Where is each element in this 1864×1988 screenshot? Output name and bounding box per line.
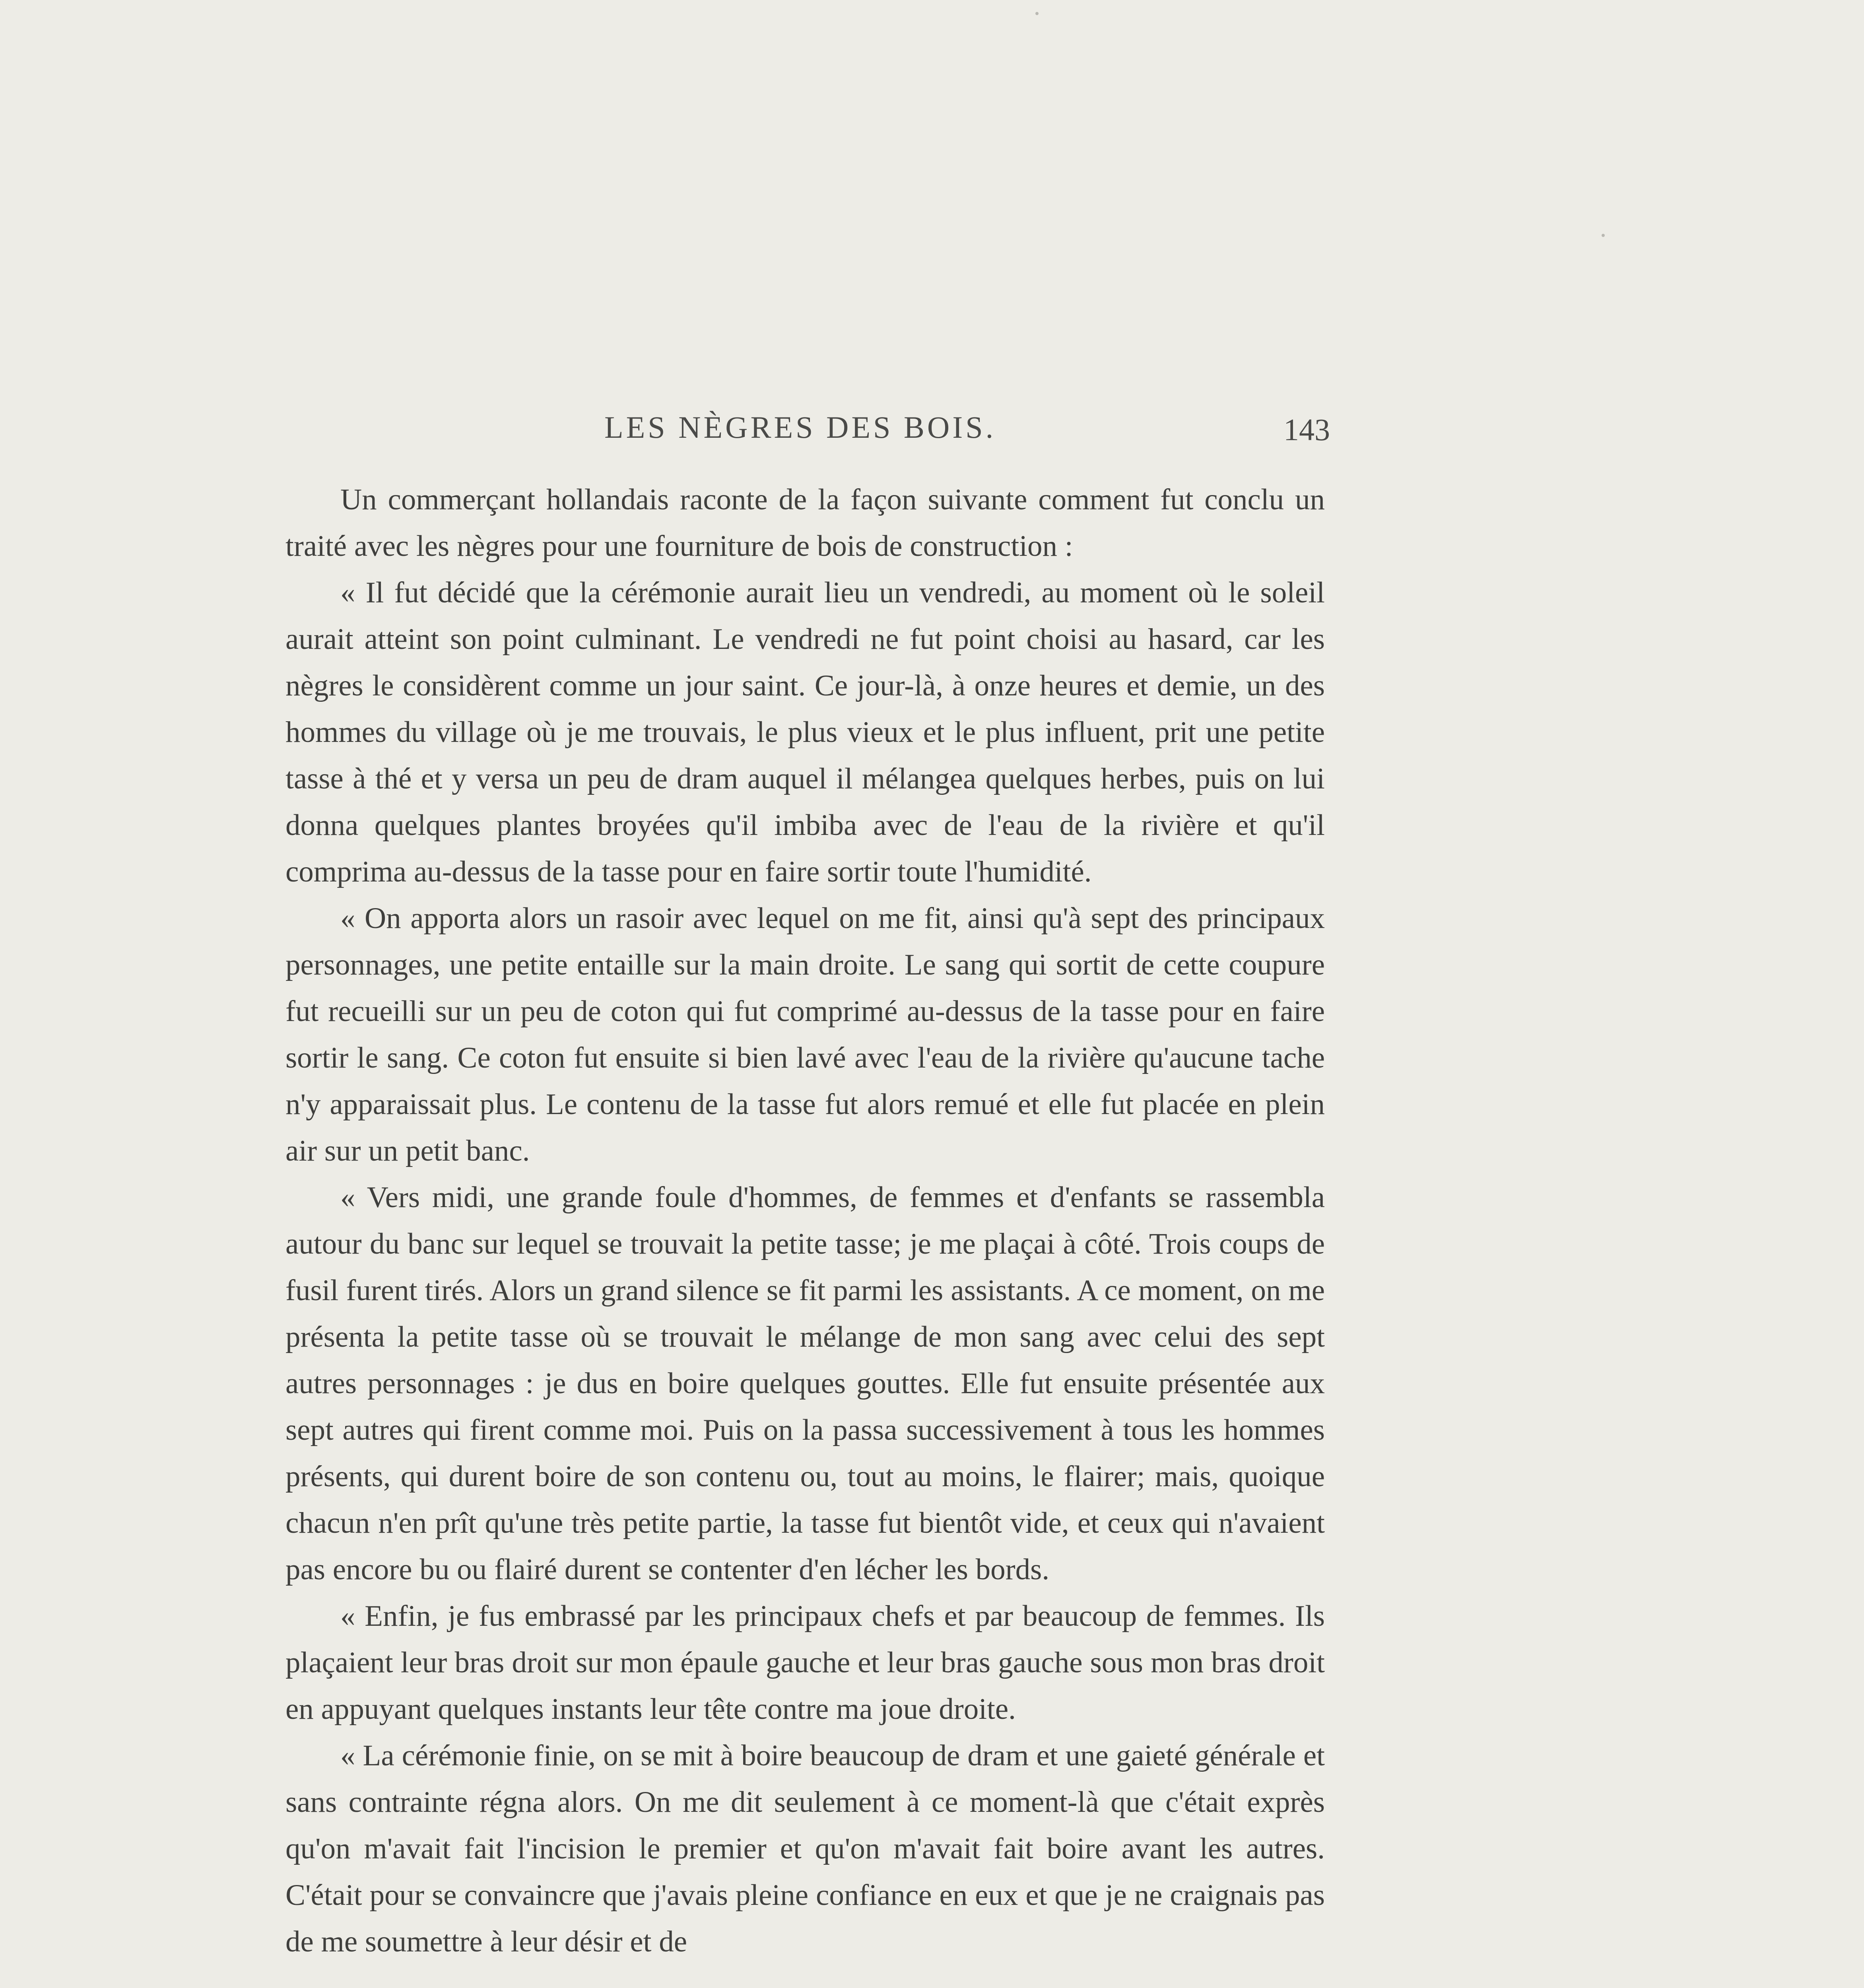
paragraph: « On apporta alors un rasoir avec lequel on me fit, ainsi qu'à sept des principaux personnages, une petite entaille sur la main droite. Le sang qui sortit de cette coupure fut recueilli sur un peu de coton qui fut comprimé au-dessus de la tasse pour en faire sortir le sang. Ce coton fut ensuite si bien lavé avec l'eau de la rivière qu'aucune tache n'y apparaissait plus. Le contenu de la tasse fut alors remué et elle fut placée en plein air sur un petit banc. bbox=[285, 902, 1325, 1167]
paper-speck bbox=[1035, 12, 1039, 15]
paragraph: « Il fut décidé que la cérémonie aurait lieu un vendredi, au moment où le soleil aurait atteint son point culminant. Le vendredi ne fut point choisi au hasard, car les nègres le considèrent comme un jour saint. Ce jour-là, à onze heures et demie, un des hommes du village où je me trouvais, le plus vieux et le plus influent, prit une petite tasse à thé et y versa un peu de dram auquel il mélangea quelques herbes, puis on lui donna quelques plantes broyées qu'il imbiba avec de l'eau de la rivière et qu'il comprima au-dessus de la tasse pour en faire sortir toute l'humidité. bbox=[285, 576, 1325, 888]
paragraph: « La cérémonie finie, on se mit à boire beaucoup de dram et une gaieté générale et sans contrainte régna alors. On me dit seulement à ce moment-là que c'était exprès qu'on m'avait fait l'incision le premier et qu'on m'avait fait boire avant les autres. C'était pour se convaincre que j'avais pleine confiance en eux et que je ne craignais pas de me soumettre à leur désir et de bbox=[285, 1739, 1325, 1958]
body-text bbox=[285, 476, 1325, 1965]
running-title: LES NÈGRES DES BOIS. bbox=[604, 410, 996, 445]
page-number: 143 bbox=[1283, 412, 1330, 447]
paragraph: Un commerçant hollandais raconte de la façon suivante comment fut conclu un traité avec les nègres pour une fourniture de bois de construction : bbox=[285, 483, 1325, 563]
paper-speck bbox=[1602, 234, 1605, 237]
paragraph: « Vers midi, une grande foule d'hommes, de femmes et d'enfants se rassembla autour du banc sur lequel se trouvait la petite tasse; je me plaçai à côté. Trois coups de fusil furent tirés. Alors un grand silence se fit parmi les assistants. A ce moment, on me présenta la petite tasse où se trouvait le mélange de mon sang avec celui des sept autres personnages : je dus en boire quelques gouttes. Elle fut ensuite présentée aux sept autres qui firent comme moi. Puis on la passa successivement à tous les hommes présents, qui durent boire de son contenu ou, tout au moins, le flairer; mais, quoique chacun n'en prît qu'une très petite partie, la tasse fut bientôt vide, et ceux qui n'avaient pas encore bu ou flairé durent se contenter d'en lécher les bords. bbox=[285, 1181, 1325, 1586]
paragraph: « Enfin, je fus embrassé par les principaux chefs et par beaucoup de femmes. Ils plaçaient leur bras droit sur mon épaule gauche et leur bras gauche sous mon bras droit en appuyant quelques instants leur tête contre ma joue droite. bbox=[285, 1600, 1325, 1726]
